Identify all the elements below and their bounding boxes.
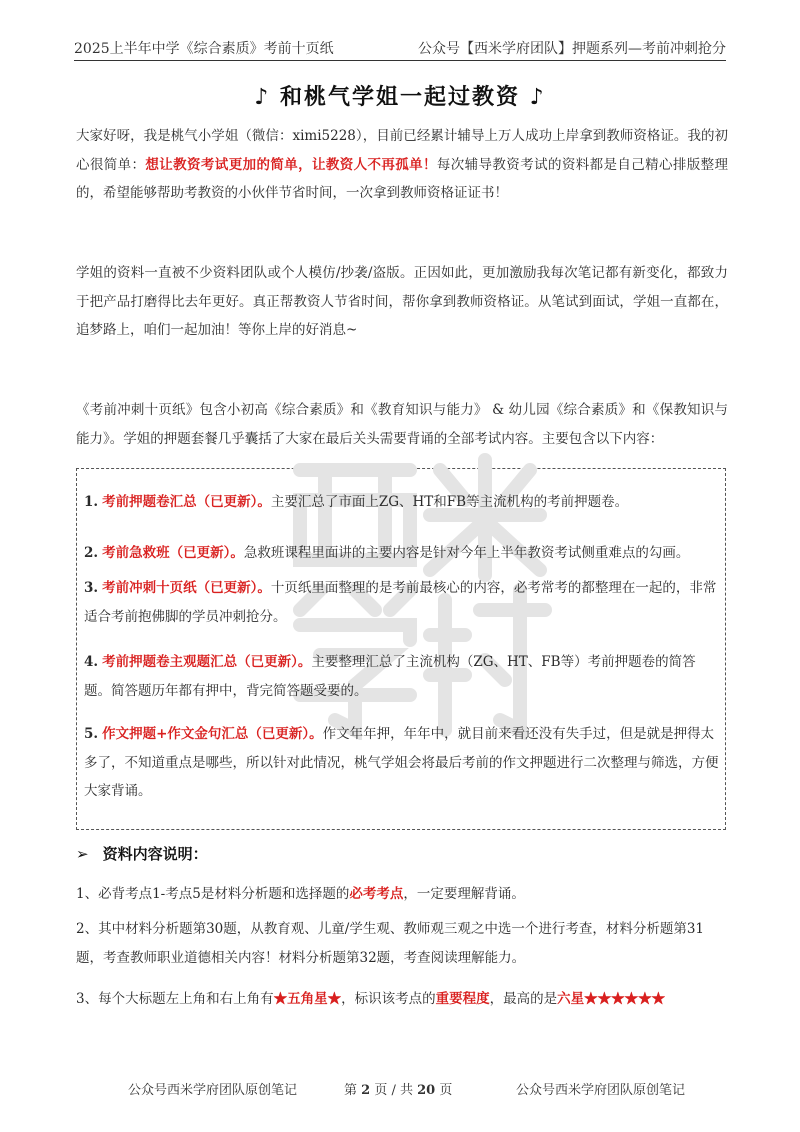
note-2: 2、其中材料分析题第30题，从教育观、儿童/学生观、教师观三观之中选一个进行考查，材料分析题第31题，考查教师职业道德相关内容！材料分析题第32题，考查阅读理解能力。 (76, 921, 704, 966)
list-item-title: 考前急救班（已更新）。 (102, 545, 244, 561)
section-heading-text: 资料内容说明： (102, 845, 208, 863)
note-3 (76, 985, 728, 1014)
page-number (344, 1079, 452, 1098)
note-text: ，标识该考点的 (341, 991, 436, 1007)
intro-paragraph-3: 《考前冲刺十页纸》包含小初高《综合素质》和《教育知识与能力》 & 幼儿园《综合素质》和《保教知识与能力》。学姐的押题套餐几乎囊括了大家在最后关头需要背诵的全部考试内容。主要包含以下内容： (76, 402, 728, 447)
intro-paragraph-2: 学姐的资料一直被不少资料团队或个人模仿/抄袭/盗版。正因如此，更加激励我每次笔记都有新变化，都致力于把产品打磨得比去年更好。真正帮教资人节省时间，帮你拿到教师资格证。从笔试到面试，学姐一直都在，追梦路上，咱们一起加油！等你上岸的好消息~ (76, 265, 728, 338)
note-1 (76, 880, 728, 909)
arrow-bullet-icon: ➢ (76, 845, 89, 863)
section-heading (76, 843, 208, 864)
list-item-number: 2. (84, 545, 99, 561)
list-item (84, 539, 720, 568)
page-number-suffix: 页 (439, 1083, 453, 1098)
list-item-title: 考前押题卷主观题汇总（已更新）。 (102, 654, 312, 670)
list-item-number: 4. (84, 654, 99, 670)
total-pages: 20 (417, 1083, 436, 1098)
list-item (84, 574, 720, 631)
list-item-desc: 主要汇总了市面上ZG、HT和FB等主流机构的考前押题卷。 (270, 494, 629, 510)
intro-text-continued: 每次辅导教资考试的资料都是自己精心排版整理的，希望能够帮助考教资的小伙伴节省时间，一次拿到教师资格证证书！ (76, 156, 729, 201)
note-highlight-stars: ★五角星★ (273, 991, 342, 1007)
note-text: ，一定要理解背诵。 (403, 886, 525, 902)
list-item-number: 1. (84, 494, 99, 510)
list-item-number: 5. (84, 726, 99, 742)
list-item-desc: 十页纸里面整理的是考前最核心的内容，必考常考的都整理在一起的，非常适合考前抱佛脚的学员冲刺抢分。 (84, 580, 717, 625)
note-highlight-six-stars: 六星★★★★★★ (557, 991, 666, 1007)
list-item-title: 考前冲刺十页纸（已更新）。 (102, 580, 271, 596)
intro-paragraph-1 (76, 122, 728, 208)
list-item-title: 考前押题卷汇总（已更新）。 (102, 494, 271, 510)
page-number-prefix: 第 (344, 1083, 358, 1098)
list-item (84, 648, 720, 705)
list-item (84, 720, 720, 806)
list-item-desc: 主要整理汇总了主流机构（ZG、HT、FB等）考前押题卷的简答题。简答题历年都有押中，背完简答题受要的。 (84, 654, 696, 699)
note-text: 1、必背考点1-考点5是材料分析题和选择题的 (76, 886, 350, 902)
page-header (74, 30, 726, 61)
header-left-text: 2025上半年中学《综合素质》考前十页纸 (74, 41, 334, 57)
list-item-title: 作文押题+作文金句汇总（已更新）。 (102, 726, 323, 742)
note-highlight-importance: 重要程度 (435, 991, 490, 1007)
page-number-middle: 页 / 共 (374, 1083, 413, 1098)
current-page: 2 (361, 1083, 371, 1098)
note-text: 3、每个大标题左上角和右上角有 (76, 991, 274, 1007)
header-right-text: 公众号【西米学府团队】押题系列—考前冲刺抢分 (418, 41, 726, 57)
list-item-desc: 急救班课程里面讲的主要内容是针对今年上半年教资考试侧重难点的勾画。 (243, 545, 690, 561)
note-text: ，最高的是 (489, 991, 558, 1007)
list-item (84, 488, 720, 517)
intro-highlight: 想让教资考试更加的简单，让教资人不再孤单！ (145, 156, 437, 173)
footer-left-text: 公众号西米学府团队原创笔记 (128, 1083, 298, 1098)
note-highlight: 必考考点 (349, 886, 404, 902)
page-title: ♪ 和桃气学姐一起过教资 ♪ (254, 85, 546, 110)
list-item-number: 3. (84, 580, 99, 596)
footer-right-text: 公众号西米学府团队原创笔记 (516, 1083, 686, 1098)
intro-text: 大家好呀，我是桃气小学姐（微信：ximi5228），目前已经累计辅导上万人成功上岸拿到教师资格证。我的初心很简单： (76, 128, 728, 173)
list-item-desc: 作文年年押，年年中，就目前来看还没有失手过，但是就是押得太多了，不知道重点是哪些，所以针对此情况，桃气学姐会将最后考前的作文押题进行二次整理与筛选，方便大家背诵。 (84, 726, 719, 799)
